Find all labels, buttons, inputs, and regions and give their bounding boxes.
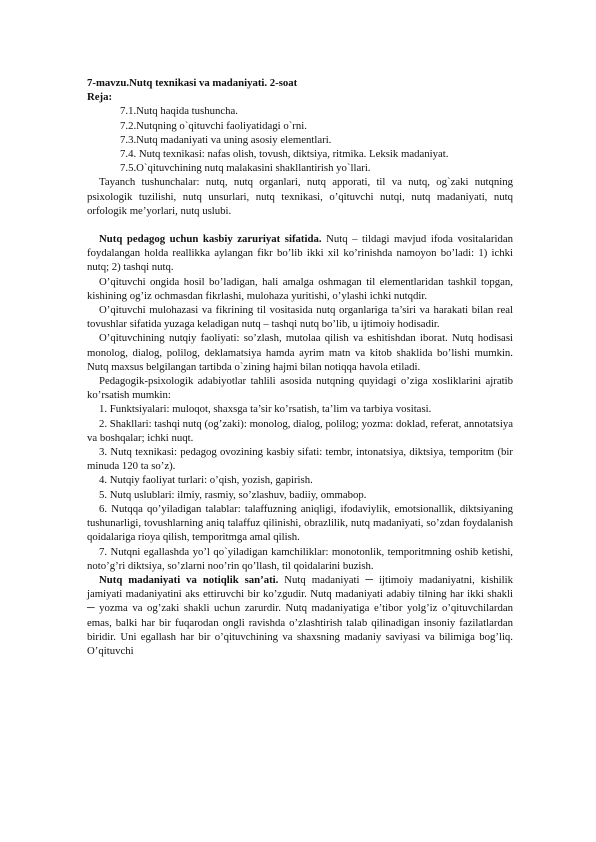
feature-item: 3. Nutq texnikasi: pedagog ovozining kasbiy sifati: tembr, intonatsiya, diktsiya, temporitm (bir minuda 120 ta so’z). — [87, 446, 513, 473]
paragraph-text: Nutq – tildagi mavjud ifoda vositalaridan foydalangan holda reallikka aylangan fikr bo’lib ikki xil ko’rinishda namoyon bo’ladi: 1) ichki nutq; 2) tashqi nutq. — [87, 233, 513, 274]
plan-item: 7.2.Nutqning o`qituvchi faoliyatidagi o`rni. — [120, 119, 307, 132]
paragraph-inner-speech: O’qituvchi ongida hosil bo’ladigan, hali amalga oshmagan til elementlaridan tashkil topgan, kishining og’iz ochmasdan fikrlashi, mulohaza yuritishi, o’ylashi ichki nutqdir. — [87, 275, 513, 302]
feature-item: 2. Shakllari: tashqi nutq (og’zaki): monolog, dialog, polilog; yozma: doklad, referat, annotatsiya va boshqalar; ichki nuqt. — [87, 417, 513, 444]
paragraph-speech-features: Pedagogik-psixologik adabiyotlar tahlili asosida nutqning quyidagi o’ziga xosliklarini ajratib ko’rsatish mumkin: — [87, 375, 513, 402]
feature-item: 7. Nutqni egallashda yo’l qo`yiladigan kamchiliklar: monotonlik, temporitmning oshib ketishi, noto’g’ri diktsiya, so’zlarni noo’rin qo’llash, til qoidalarini buzish. — [87, 545, 513, 572]
paragraph-speech-activity: O’qituvchining nutqiy faoliyati: so’zlash, mutolaa qilish va eshitishdan iborat. Nutq hodisasi monolog, dialog, polilog, deklamatsiya hamda ayrim matn va kitob shaklida bo’lishi mumkin. Nutq maxsus belgilangan tartibda o`zining hajmi bilan notiqqa havola etiladi. — [87, 332, 513, 373]
spacer — [87, 218, 513, 232]
plan-item: 7.4. Nutq texnikasi: nafas olish, tovush, diktsiya, ritmika. Leksik madaniyat. — [120, 148, 449, 161]
paragraph-speech-necessity — [87, 232, 513, 275]
topic-title: 7-mavzu.Nutq texnikasi va madaniyati. 2-soat — [87, 77, 298, 89]
plan-item: 7.1.Nutq haqida tushuncha. — [120, 105, 238, 118]
plan-item: 7.3.Nutq madaniyati va uning asosiy elementlari. — [120, 133, 332, 146]
paragraph-outer-speech: O’qituvchi mulohazasi va fikrining til vositasida nutq organlariga ta’siri va harakati bilan real tovushlar sifatida yuzaga keladigan nutq – tashqi nutq bo’lib, u ijtimoiy hodisadir. — [87, 304, 513, 331]
section-heading-culture: Nutq madaniyati va notiqlik san’ati. — [99, 573, 279, 586]
feature-item: 6. Nutqqa qo’yiladigan talablar: talaffuzning aniqligi, ifodaviylik, emotsionallik, diktsiyaning tushunarligi, tovushlarning aniq talaffuz qilinishi, obrazlilik, nutq madaniyati, so’zdan foydalanish qoidalariga rioya qilish, temporitmga amal qilish. — [87, 502, 513, 544]
plan-item: 7.5.O`qituvchining nutq malakasini shakllantirish yo`llari. — [120, 162, 371, 175]
document-page — [87, 76, 513, 658]
paragraph-speech-culture — [87, 573, 513, 658]
plan-list — [87, 104, 513, 175]
paragraph-text: Nutq madaniyati ─ ijtimoiy madaniyatni, kishilik jamiyati madaniyatini aks ettiruvchi bir ko’zgudir. Nutq madaniyati adabiy tilning har ikki shakli ─ yozma va og’zaki shakli uchun zarurdir. Nutq madaniyatiga e’tibor yolg’iz o’qituvchilardan emas, balki har bir fuqarodan ongli ravishda o’zlashtirish talab qilinadigan insoniy fazilatlardan biridir. Uni egallash har bir o’qituvchining va shaxsning madaniy saviyasi va bilimiga bog’liq. O’qituvchi — [87, 573, 513, 657]
section-heading-speech: Nutq pedagog uchun kasbiy zaruriyat sifatida. — [99, 233, 322, 246]
key-concepts-paragraph: Tayanch tushunchalar: nutq, nutq organlari, nutq apporati, til va nutq, og`zaki nutqning psixologik tuzilishi, nutq unsurlari, nutq texnikasi, o’qituvchi nutqi, nutq madaniyati, nutq orfologik me’yorlari, nutq uslubi. — [87, 176, 513, 217]
feature-item: 5. Nutq uslublari: ilmiy, rasmiy, so’zlashuv, badiiy, ommabop. — [99, 488, 367, 501]
feature-item: 1. Funktsiyalari: muloqot, shaxsga ta’sir ko’rsatish, ta’lim va tarbiya vositasi. — [99, 403, 432, 416]
feature-item: 4. Nutqiy faoliyat turlari: o’qish, yozish, gapirish. — [99, 474, 313, 487]
plan-label: Reja: — [87, 91, 113, 104]
